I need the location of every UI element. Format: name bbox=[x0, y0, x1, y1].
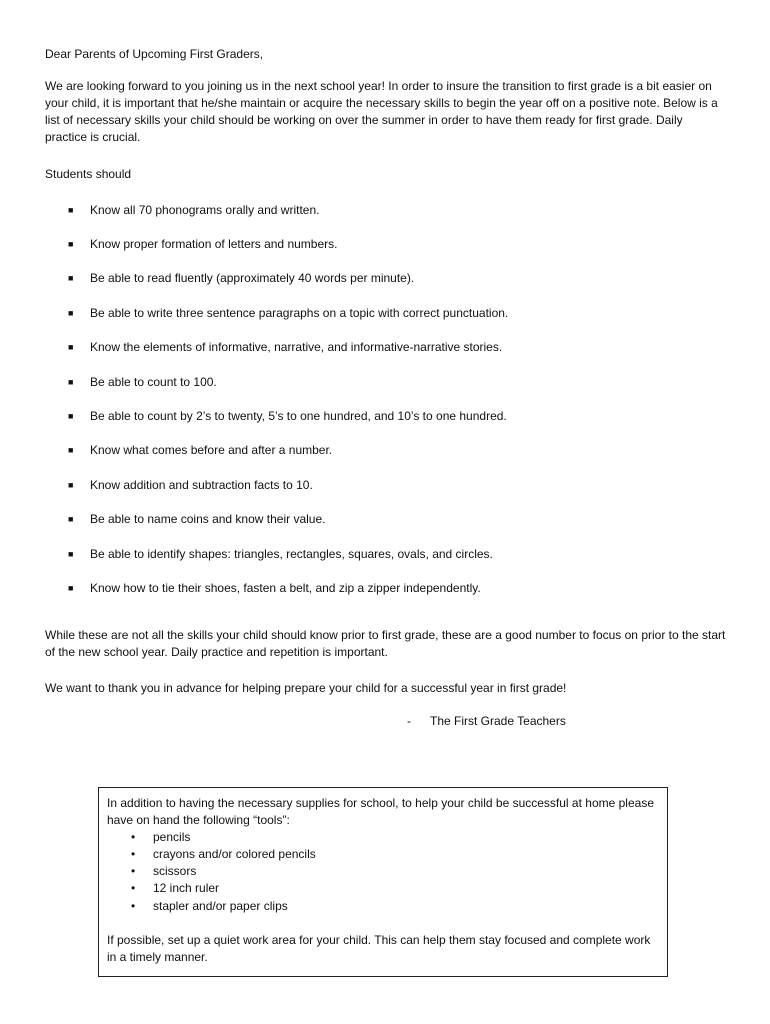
tool-text: 12 inch ruler bbox=[153, 881, 220, 895]
round-bullet-icon: • bbox=[131, 847, 136, 861]
work-area-note: If possible, set up a quiet work area for your child. This can help them stay focused and complete work in a timely manner. bbox=[107, 933, 651, 964]
greeting: Dear Parents of Upcoming First Graders, bbox=[45, 47, 264, 61]
skill-text: Be able to name coins and know their value. bbox=[90, 512, 326, 526]
thanks-line: We want to thank you in advance for helping prepare your child for a successful year in first grade! bbox=[45, 681, 567, 695]
square-bullet-icon: ■ bbox=[68, 308, 74, 318]
skill-text: Know proper formation of letters and numbers. bbox=[90, 237, 338, 251]
square-bullet-icon: ■ bbox=[68, 480, 74, 490]
skill-text: Be able to identify shapes: triangles, rectangles, squares, ovals, and circles. bbox=[90, 547, 493, 561]
round-bullet-icon: • bbox=[131, 830, 136, 844]
students-should-heading: Students should bbox=[45, 167, 132, 181]
skill-text: Be able to read fluently (approximately 40 words per minute). bbox=[90, 271, 415, 285]
skill-text: Know all 70 phonograms orally and written. bbox=[90, 203, 320, 217]
square-bullet-icon: ■ bbox=[68, 377, 74, 387]
tool-text: crayons and/or colored pencils bbox=[153, 847, 316, 861]
supplies-intro: In addition to having the necessary supplies for school, to help your child be successful at home please have on hand the following “tools”: bbox=[107, 796, 654, 827]
square-bullet-icon: ■ bbox=[68, 239, 74, 249]
skill-text: Know the elements of informative, narrative, and informative-narrative stories. bbox=[90, 340, 503, 354]
square-bullet-icon: ■ bbox=[68, 273, 74, 283]
intro-paragraph: We are looking forward to you joining us in the next school year! In order to insure the transition to first grade is a bit easier on your child, it is important that he/she maintain or acquire the necessary skills to begin the year off on a positive note. Below is a list of necessary skills your child should be working on over the summer in order to have them ready for first grade. Daily practice is crucial. bbox=[45, 79, 718, 144]
square-bullet-icon: ■ bbox=[68, 583, 74, 593]
tool-text: pencils bbox=[153, 830, 191, 844]
round-bullet-icon: • bbox=[131, 864, 136, 878]
round-bullet-icon: • bbox=[131, 881, 136, 895]
signature-dash: - bbox=[407, 714, 411, 728]
tool-text: scissors bbox=[153, 864, 197, 878]
square-bullet-icon: ■ bbox=[68, 445, 74, 455]
square-bullet-icon: ■ bbox=[68, 549, 74, 559]
square-bullet-icon: ■ bbox=[68, 514, 74, 524]
square-bullet-icon: ■ bbox=[68, 205, 74, 215]
skill-text: Know how to tie their shoes, fasten a belt, and zip a zipper independently. bbox=[90, 581, 481, 595]
skill-text: Know addition and subtraction facts to 10. bbox=[90, 478, 313, 492]
skill-text: Be able to count by 2’s to twenty, 5’s to one hundred, and 10’s to one hundred. bbox=[90, 409, 507, 423]
closing-paragraph: While these are not all the skills your child should know prior to first grade, these are a good number to focus on prior to the start of the new school year. Daily practice and repetition is important. bbox=[45, 628, 726, 659]
signature-name: The First Grade Teachers bbox=[430, 714, 566, 728]
tool-text: stapler and/or paper clips bbox=[153, 899, 288, 913]
square-bullet-icon: ■ bbox=[68, 342, 74, 352]
skill-text: Be able to write three sentence paragraphs on a topic with correct punctuation. bbox=[90, 306, 509, 320]
square-bullet-icon: ■ bbox=[68, 411, 74, 421]
skill-text: Know what comes before and after a number. bbox=[90, 443, 333, 457]
skill-text: Be able to count to 100. bbox=[90, 375, 217, 389]
round-bullet-icon: • bbox=[131, 899, 136, 913]
supplies-box bbox=[98, 787, 668, 977]
